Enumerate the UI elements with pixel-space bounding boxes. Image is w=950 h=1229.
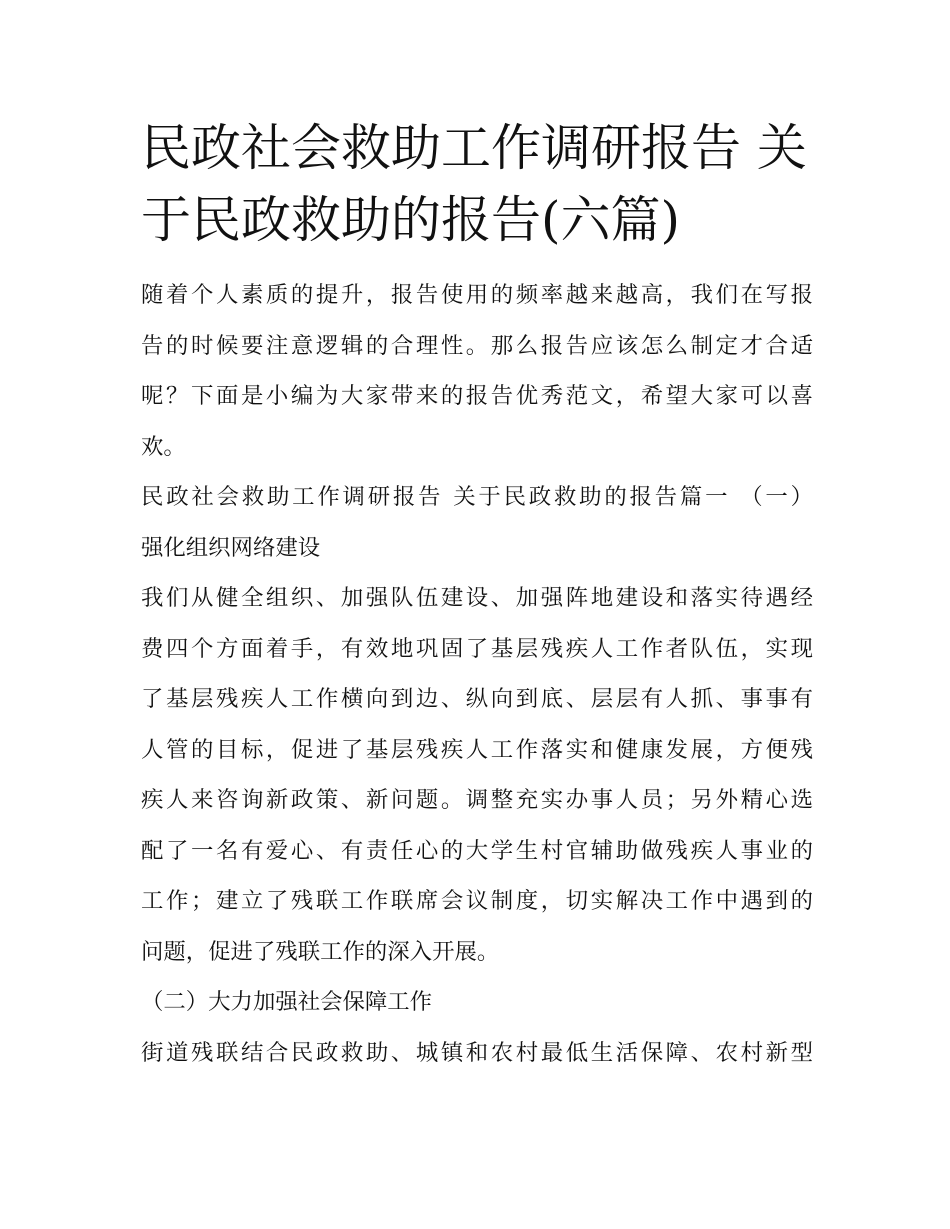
- title-line-1: 民政社会救助工作调研报告 关: [141, 119, 807, 177]
- text-line: 街道残联结合民政救助、城镇和农村最低生活保障、农村新型: [141, 1039, 813, 1066]
- section-heading-1: [141, 472, 813, 573]
- document-content: [141, 112, 813, 1078]
- text-line: 呢？下面是小编为大家带来的报告优秀范文，希望大家可以喜: [141, 383, 813, 409]
- text-line: 问题，促进了残联工作的深入开展。: [141, 938, 500, 965]
- text-line: 告的时候要注意逻辑的合理性。那么报告应该怎么制定才合适: [141, 332, 813, 359]
- text-line: 我们从健全组织、加强队伍建设、加强阵地建设和落实待遇经: [141, 585, 813, 611]
- document-body: [141, 270, 813, 1078]
- text-line: 疾人来咨询新政策、新问题。调整充实办事人员；另外精心选: [141, 787, 813, 813]
- text-line: 强化组织网络建设: [141, 534, 321, 561]
- text-line: 欢。: [141, 433, 186, 460]
- text-line: 费四个方面着手，有效地巩固了基层残疾人工作者队伍，实现: [141, 635, 813, 662]
- document-title: [141, 112, 813, 256]
- text-line: 随着个人素质的提升，报告使用的频率越来越高，我们在写报: [141, 282, 813, 308]
- section-2-paragraph: [141, 1028, 813, 1079]
- text-line: 人管的目标，促进了基层残疾人工作落实和健康发展，方便残: [141, 736, 813, 763]
- text-line: 了基层残疾人工作横向到边、纵向到底、层层有人抓、事事有: [141, 686, 813, 712]
- section-1-paragraph: [141, 573, 813, 977]
- text-line: 工作；建立了残联工作联席会议制度，切实解决工作中遇到的: [141, 888, 813, 914]
- section-heading-2: [141, 977, 813, 1028]
- title-line-2: 于民政救助的报告(六篇): [141, 191, 681, 249]
- text-line: 民政社会救助工作调研报告 关于民政救助的报告篇一 （一）: [141, 484, 813, 510]
- text-line: （二）大力加强社会保障工作: [141, 989, 433, 1015]
- text-line: 配了一名有爱心、有责任心的大学生村官辅助做残疾人事业的: [141, 837, 813, 864]
- intro-paragraph: [141, 270, 813, 472]
